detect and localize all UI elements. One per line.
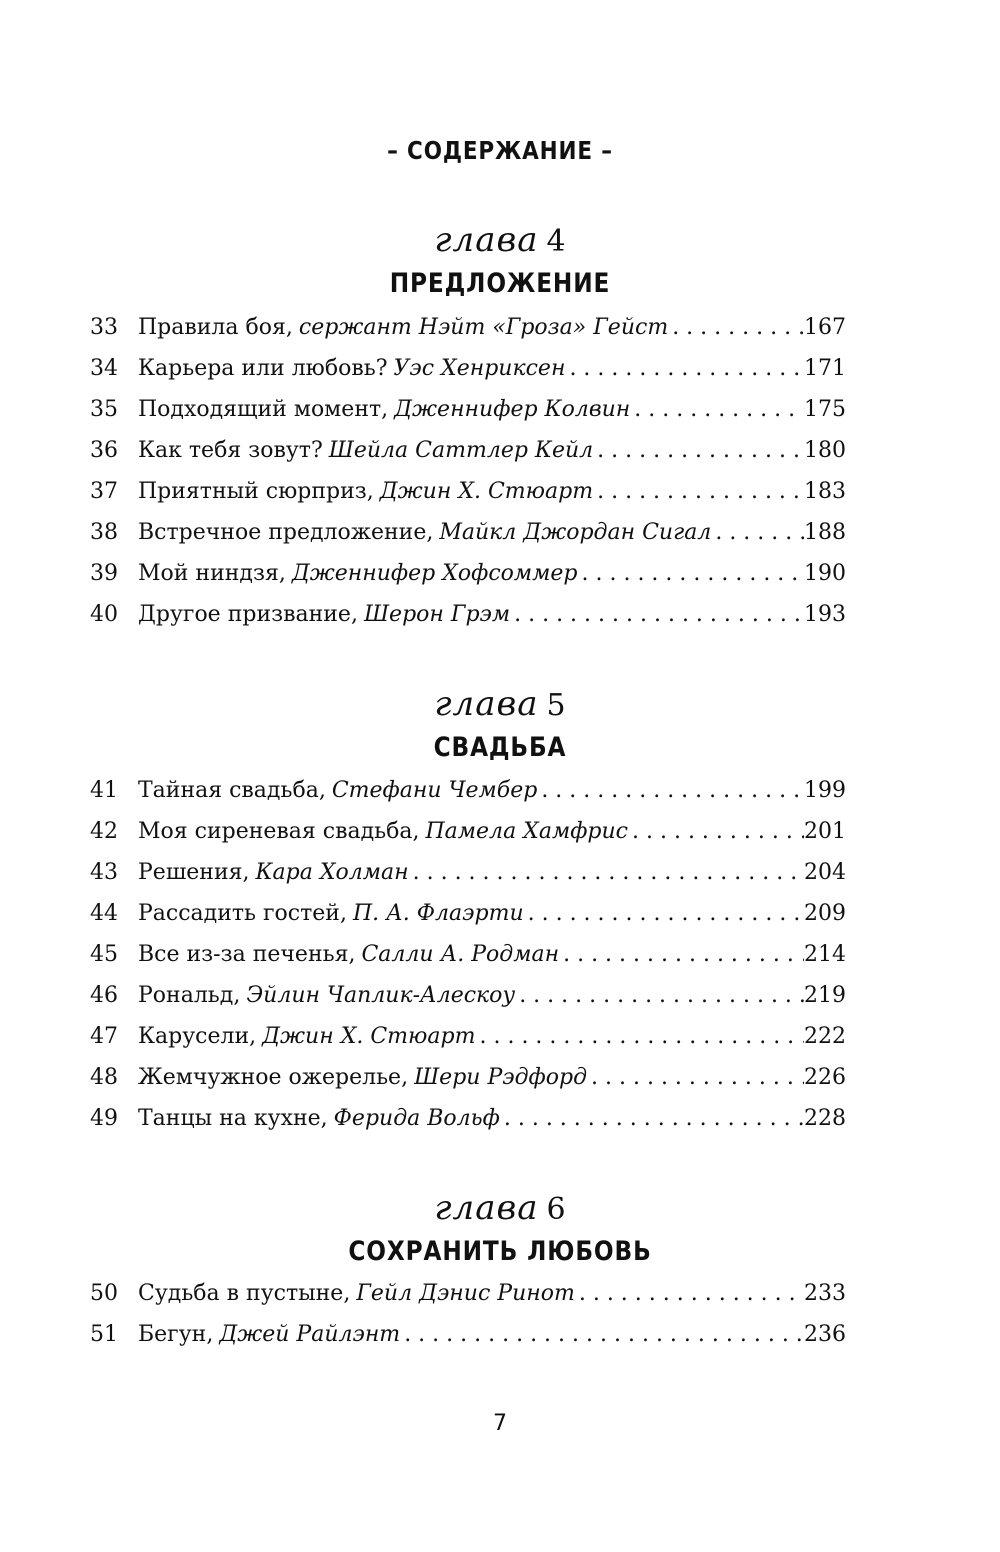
dot-leader: [537, 770, 804, 811]
story-author: Уэс Хенриксен: [393, 356, 566, 381]
story-author: Дженнифер Колвин: [394, 397, 631, 422]
story-author: Эйлин Чаплик-Алескоу: [246, 983, 516, 1008]
toc-entry: [90, 471, 846, 512]
story-number: 35: [90, 397, 118, 422]
story-title: Бегун,: [138, 1322, 214, 1347]
dot-leader: [587, 1057, 804, 1098]
story-number: 46: [90, 983, 118, 1008]
story-author: Джин Х. Стюарт: [379, 479, 594, 504]
toc-entry: [90, 307, 846, 348]
story-title: Тайная свадьба,: [138, 778, 326, 803]
toc-entry: [90, 512, 846, 553]
dot-leader: [578, 553, 805, 594]
story-author: Шерон Грэм: [363, 602, 511, 627]
page-ref: 199: [804, 778, 846, 803]
toc-entry: [90, 934, 846, 975]
toc-entry: [90, 1016, 846, 1057]
story-author: Кара Холман: [255, 860, 409, 885]
chapter-heading: [0, 1188, 1000, 1267]
story-author: П. А. Флаэрти: [352, 901, 524, 926]
dot-leader: [400, 1314, 804, 1355]
toc-entry: [90, 1314, 846, 1355]
dot-leader: [515, 975, 804, 1016]
story-title: Карьера или любовь?: [138, 356, 388, 381]
story-title: Карусели,: [138, 1024, 257, 1049]
story-title: Рональд,: [138, 983, 241, 1008]
dot-leader: [524, 893, 804, 934]
chapter-heading: [0, 220, 1000, 299]
story-title: Рассадить гостей,: [138, 901, 347, 926]
story-author: Ферида Вольф: [333, 1106, 500, 1131]
story-title: Все из-за печенья,: [138, 942, 356, 967]
story-number: 39: [90, 561, 118, 586]
toc-list: [90, 307, 846, 635]
page-ref: 228: [804, 1106, 846, 1131]
toc-entry: [90, 1273, 846, 1314]
contents-heading: – СОДЕРЖАНИЕ –: [387, 136, 613, 165]
page-ref: 188: [804, 520, 846, 545]
toc-list: [90, 770, 846, 1139]
toc-entry: [90, 430, 846, 471]
story-author: Шейла Саттлер Кейл: [328, 438, 594, 463]
story-author: Гейл Дэнис Ринот: [356, 1281, 575, 1306]
story-number: 34: [90, 356, 118, 381]
story-title: Танцы на кухне,: [138, 1106, 328, 1131]
toc-entry: [90, 811, 846, 852]
chapter-title: СОХРАНИТЬ ЛЮБОВЬ: [348, 1236, 652, 1267]
story-number: 33: [90, 315, 118, 340]
chapter-number: 6: [546, 1192, 566, 1227]
toc-entry: [90, 893, 846, 934]
story-title: Подходящий момент,: [138, 397, 389, 422]
story-number: 42: [90, 819, 118, 844]
story-title: Как тебя зовут?: [138, 438, 323, 463]
chapter-label: [0, 220, 1000, 262]
dot-leader: [475, 1016, 804, 1057]
page-ref: 233: [804, 1281, 846, 1306]
page-ref: 214: [804, 942, 846, 967]
page-ref: 201: [804, 819, 846, 844]
story-title: Моя сиреневая свадьба,: [138, 819, 420, 844]
story-number: 43: [90, 860, 118, 885]
story-author: Джей Райлэнт: [219, 1322, 401, 1347]
story-number: 51: [90, 1322, 118, 1347]
story-author: Джин Х. Стюарт: [262, 1024, 476, 1049]
page-ref: 190: [804, 561, 846, 586]
page-ref: 236: [804, 1322, 846, 1347]
story-title: Жемчужное ожерелье,: [138, 1065, 409, 1090]
dot-leader: [711, 512, 804, 553]
story-number: 44: [90, 901, 118, 926]
story-number: 50: [90, 1281, 118, 1306]
story-number: 40: [90, 602, 118, 627]
toc-entry: [90, 852, 846, 893]
chapter-heading: [0, 684, 1000, 763]
story-author: сержант Нэйт «Гроза» Гейст: [298, 315, 669, 340]
chapter-label: [0, 1188, 1000, 1230]
toc-entry: [90, 1057, 846, 1098]
chapter-word: глава: [434, 684, 539, 724]
page-ref: 167: [804, 315, 846, 340]
story-number: 37: [90, 479, 118, 504]
dot-leader: [593, 471, 804, 512]
page-ref: 180: [804, 438, 846, 463]
story-title: Другое призвание,: [138, 602, 358, 627]
story-number: 38: [90, 520, 118, 545]
page-ref: 204: [804, 860, 846, 885]
dot-leader: [630, 389, 804, 430]
chapter-label: [0, 684, 1000, 726]
story-title: Мой ниндзя,: [138, 561, 286, 586]
dot-leader: [500, 1098, 804, 1139]
chapter-title: ПРЕДЛОЖЕНИЕ: [389, 268, 611, 299]
toc-entry: [90, 553, 846, 594]
page-ref: 171: [804, 356, 846, 381]
dot-leader: [510, 594, 804, 635]
chapter-title: СВАДЬБА: [433, 732, 567, 763]
story-number: 41: [90, 778, 118, 803]
story-number: 48: [90, 1065, 118, 1090]
toc-entry: [90, 770, 846, 811]
page-ref: 193: [804, 602, 846, 627]
page-ref: 209: [804, 901, 846, 926]
page-ref: 222: [804, 1024, 846, 1049]
story-author: Майкл Джордан Сигал: [439, 520, 712, 545]
story-title: Решения,: [138, 860, 250, 885]
story-title: Правила боя,: [138, 315, 293, 340]
toc-entry: [90, 594, 846, 635]
toc-entry: [90, 1098, 846, 1139]
dot-leader: [559, 934, 804, 975]
story-title: Приятный сюрприз,: [138, 479, 374, 504]
story-number: 47: [90, 1024, 118, 1049]
dot-leader: [575, 1273, 804, 1314]
story-title: Судьба в пустыне,: [138, 1281, 351, 1306]
story-author: Салли А. Родман: [361, 942, 560, 967]
dot-leader: [628, 811, 804, 852]
chapter-number: 4: [546, 224, 566, 259]
page-ref: 219: [804, 983, 846, 1008]
page-ref: 175: [804, 397, 846, 422]
story-number: 45: [90, 942, 118, 967]
story-author: Шери Рэдфорд: [414, 1065, 588, 1090]
dot-leader: [409, 852, 804, 893]
dot-leader: [565, 348, 804, 389]
story-author: Стефани Чембер: [331, 778, 538, 803]
toc-entry: [90, 975, 846, 1016]
story-number: 36: [90, 438, 118, 463]
toc-list: [90, 1273, 846, 1355]
story-title: Встречное предложение,: [138, 520, 434, 545]
chapter-number: 5: [546, 688, 566, 723]
dot-leader: [593, 430, 804, 471]
chapter-word: глава: [434, 1188, 539, 1228]
page-number: 7: [493, 1411, 507, 1436]
story-author: Памела Хамфрис: [425, 819, 628, 844]
toc-entry: [90, 389, 846, 430]
page-ref: 226: [804, 1065, 846, 1090]
chapter-word: глава: [434, 220, 539, 260]
story-author: Дженнифер Хофсоммер: [291, 561, 578, 586]
dot-leader: [668, 307, 804, 348]
toc-entry: [90, 348, 846, 389]
story-number: 49: [90, 1106, 118, 1131]
page-ref: 183: [804, 479, 846, 504]
